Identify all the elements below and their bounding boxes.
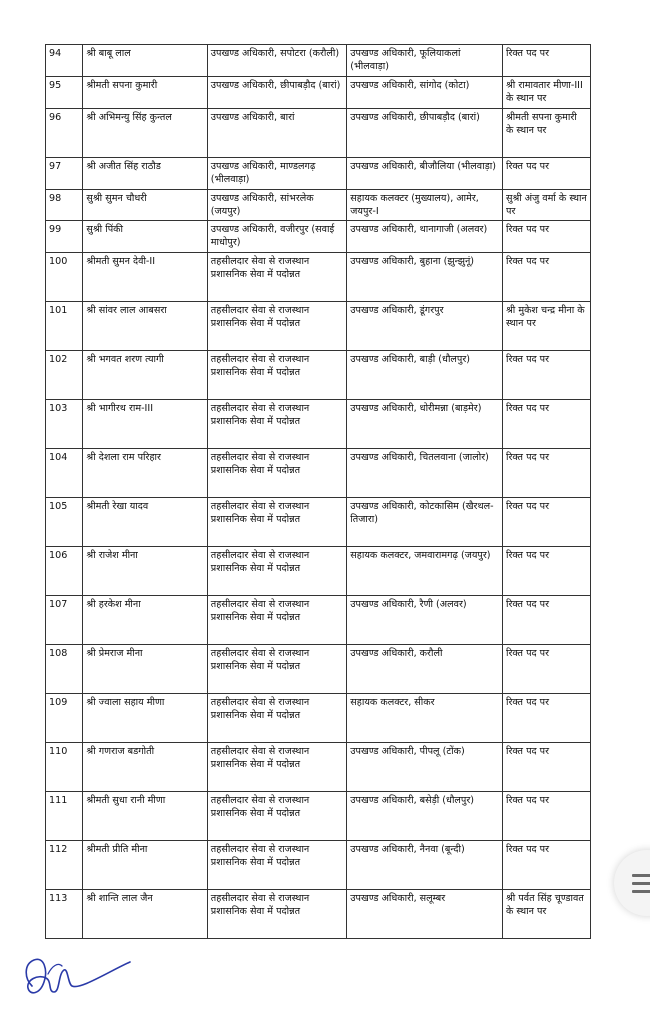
serial-number-cell: 113: [46, 890, 83, 939]
new-posting-cell: उपखण्ड अधिकारी, नैनवा (बून्दी): [347, 841, 503, 890]
new-posting-cell: उपखण्ड अधिकारी, सलूम्बर: [347, 890, 503, 939]
officer-name-cell: श्रीमती सपना कुमारी: [83, 77, 207, 109]
current-posting-cell: उपखण्ड अधिकारी, बारां: [207, 109, 347, 158]
serial-number-cell: 107: [46, 596, 83, 645]
remark-cell: श्री रामावतार मीणा-III के स्थान पर: [503, 77, 591, 109]
remark-cell: श्री पर्वत सिंह चूण्डावत के स्थान पर: [503, 890, 591, 939]
serial-number-cell: 94: [46, 45, 83, 77]
table-row: [46, 694, 591, 743]
remark-cell: रिक्त पद पर: [503, 221, 591, 253]
remark-cell: रिक्त पद पर: [503, 547, 591, 596]
serial-number-cell: 101: [46, 302, 83, 351]
table-row: [46, 302, 591, 351]
officer-name-cell: श्री ज्वाला सहाय मीणा: [83, 694, 207, 743]
table-row: [46, 400, 591, 449]
serial-number-cell: 96: [46, 109, 83, 158]
serial-number-cell: 108: [46, 645, 83, 694]
remark-cell: रिक्त पद पर: [503, 449, 591, 498]
signature-icon: [18, 948, 138, 1008]
current-posting-cell: तहसीलदार सेवा से राजस्थान प्रशासनिक सेवा में पदोन्नत: [207, 743, 347, 792]
current-posting-cell: तहसीलदार सेवा से राजस्थान प्रशासनिक सेवा में पदोन्नत: [207, 596, 347, 645]
remark-cell: रिक्त पद पर: [503, 792, 591, 841]
current-posting-cell: उपखण्ड अधिकारी, छीपाबड़ौद (बारां): [207, 77, 347, 109]
serial-number-cell: 110: [46, 743, 83, 792]
officer-name-cell: श्रीमती सुधा रानी मीणा: [83, 792, 207, 841]
remark-cell: रिक्त पद पर: [503, 498, 591, 547]
remark-cell: सुश्री अंजु वर्मा के स्थान पर: [503, 190, 591, 221]
table-body: [46, 45, 591, 939]
remark-cell: श्री मुकेश चन्द्र मीना के स्थान पर: [503, 302, 591, 351]
current-posting-cell: तहसीलदार सेवा से राजस्थान प्रशासनिक सेवा में पदोन्नत: [207, 694, 347, 743]
table-row: [46, 547, 591, 596]
new-posting-cell: उपखण्ड अधिकारी, रैणी (अलवर): [347, 596, 503, 645]
menu-fab-button[interactable]: [614, 850, 650, 916]
officer-name-cell: सुश्री पिंकी: [83, 221, 207, 253]
remark-cell: रिक्त पद पर: [503, 158, 591, 190]
new-posting-cell: उपखण्ड अधिकारी, कोटकासिम (खैरथल-तिजारा): [347, 498, 503, 547]
table-row: [46, 45, 591, 77]
serial-number-cell: 106: [46, 547, 83, 596]
new-posting-cell: उपखण्ड अधिकारी, थानागाजी (अलवर): [347, 221, 503, 253]
current-posting-cell: उपखण्ड अधिकारी, वजीरपुर (सवाई माधोपुर): [207, 221, 347, 253]
current-posting-cell: उपखण्ड अधिकारी, सपोटरा (करौली): [207, 45, 347, 77]
officer-name-cell: श्रीमती रेखा यादव: [83, 498, 207, 547]
remark-cell: रिक्त पद पर: [503, 400, 591, 449]
new-posting-cell: सहायक कलक्टर, सीकर: [347, 694, 503, 743]
officer-name-cell: श्री राजेश मीना: [83, 547, 207, 596]
table-row: [46, 645, 591, 694]
remark-cell: रिक्त पद पर: [503, 596, 591, 645]
current-posting-cell: तहसीलदार सेवा से राजस्थान प्रशासनिक सेवा में पदोन्नत: [207, 890, 347, 939]
new-posting-cell: उपखण्ड अधिकारी, फूलियाकलां (भीलवाड़ा): [347, 45, 503, 77]
table-row: [46, 253, 591, 302]
officer-name-cell: श्रीमती सुमन देवी-II: [83, 253, 207, 302]
officer-name-cell: श्रीमती प्रीति मीना: [83, 841, 207, 890]
table-row: [46, 221, 591, 253]
serial-number-cell: 105: [46, 498, 83, 547]
table-row: [46, 109, 591, 158]
serial-number-cell: 112: [46, 841, 83, 890]
table-row: [46, 158, 591, 190]
current-posting-cell: तहसीलदार सेवा से राजस्थान प्रशासनिक सेवा में पदोन्नत: [207, 253, 347, 302]
current-posting-cell: उपखण्ड अधिकारी, सांभरलेक (जयपुर): [207, 190, 347, 221]
officer-name-cell: श्री भगवत शरण त्यागी: [83, 351, 207, 400]
new-posting-cell: उपखण्ड अधिकारी, बसेड़ी (धौलपुर): [347, 792, 503, 841]
remark-cell: रिक्त पद पर: [503, 45, 591, 77]
officer-name-cell: श्री प्रेमराज मीना: [83, 645, 207, 694]
serial-number-cell: 111: [46, 792, 83, 841]
remark-cell: रिक्त पद पर: [503, 645, 591, 694]
new-posting-cell: उपखण्ड अधिकारी, चितलवाना (जालोर): [347, 449, 503, 498]
serial-number-cell: 102: [46, 351, 83, 400]
current-posting-cell: तहसीलदार सेवा से राजस्थान प्रशासनिक सेवा में पदोन्नत: [207, 645, 347, 694]
officer-name-cell: श्री अजीत सिंह राठौड: [83, 158, 207, 190]
new-posting-cell: उपखण्ड अधिकारी, बीजौलिया (भीलवाड़ा): [347, 158, 503, 190]
serial-number-cell: 109: [46, 694, 83, 743]
remark-cell: रिक्त पद पर: [503, 841, 591, 890]
current-posting-cell: तहसीलदार सेवा से राजस्थान प्रशासनिक सेवा में पदोन्नत: [207, 302, 347, 351]
officer-name-cell: श्री सांवर लाल आबसरा: [83, 302, 207, 351]
officer-name-cell: श्री हरकेश मीना: [83, 596, 207, 645]
current-posting-cell: तहसीलदार सेवा से राजस्थान प्रशासनिक सेवा में पदोन्नत: [207, 400, 347, 449]
officer-name-cell: सुश्री सुमन चौधरी: [83, 190, 207, 221]
officer-name-cell: श्री भागीरथ राम-III: [83, 400, 207, 449]
remark-cell: रिक्त पद पर: [503, 253, 591, 302]
serial-number-cell: 98: [46, 190, 83, 221]
current-posting-cell: तहसीलदार सेवा से राजस्थान प्रशासनिक सेवा में पदोन्नत: [207, 841, 347, 890]
officer-name-cell: श्री देशला राम परिहार: [83, 449, 207, 498]
serial-number-cell: 103: [46, 400, 83, 449]
remark-cell: रिक्त पद पर: [503, 743, 591, 792]
document-page: [45, 44, 591, 939]
table-row: [46, 596, 591, 645]
table-row: [46, 792, 591, 841]
table-row: [46, 190, 591, 221]
table-row: [46, 77, 591, 109]
serial-number-cell: 95: [46, 77, 83, 109]
serial-number-cell: 104: [46, 449, 83, 498]
transfer-orders-table: [45, 44, 591, 939]
table-row: [46, 449, 591, 498]
current-posting-cell: तहसीलदार सेवा से राजस्थान प्रशासनिक सेवा में पदोन्नत: [207, 351, 347, 400]
serial-number-cell: 99: [46, 221, 83, 253]
new-posting-cell: सहायक कलक्टर (मुख्यालय), आमेर, जयपुर-I: [347, 190, 503, 221]
current-posting-cell: तहसीलदार सेवा से राजस्थान प्रशासनिक सेवा में पदोन्नत: [207, 792, 347, 841]
new-posting-cell: सहायक कलक्टर, जमवारामगढ़ (जयपुर): [347, 547, 503, 596]
current-posting-cell: उपखण्ड अधिकारी, माण्डलगढ़ (भीलवाड़ा): [207, 158, 347, 190]
table-row: [46, 498, 591, 547]
new-posting-cell: उपखण्ड अधिकारी, बुहाना (झुन्झुनूं): [347, 253, 503, 302]
officer-name-cell: श्री शान्ति लाल जैन: [83, 890, 207, 939]
new-posting-cell: उपखण्ड अधिकारी, पीपलू (टोंक): [347, 743, 503, 792]
new-posting-cell: उपखण्ड अधिकारी, सांगोद (कोटा): [347, 77, 503, 109]
new-posting-cell: उपखण्ड अधिकारी, डूंगरपुर: [347, 302, 503, 351]
officer-name-cell: श्री गणराज बडगोती: [83, 743, 207, 792]
current-posting-cell: तहसीलदार सेवा से राजस्थान प्रशासनिक सेवा में पदोन्नत: [207, 449, 347, 498]
menu-icon: [632, 874, 650, 898]
remark-cell: श्रीमती सपना कुमारी के स्थान पर: [503, 109, 591, 158]
officer-name-cell: श्री बाबू लाल: [83, 45, 207, 77]
new-posting-cell: उपखण्ड अधिकारी, छीपाबड़ौद (बारां): [347, 109, 503, 158]
new-posting-cell: उपखण्ड अधिकारी, करौली: [347, 645, 503, 694]
serial-number-cell: 100: [46, 253, 83, 302]
new-posting-cell: उपखण्ड अधिकारी, बाड़ी (धौलपुर): [347, 351, 503, 400]
table-row: [46, 890, 591, 939]
table-row: [46, 351, 591, 400]
table-row: [46, 841, 591, 890]
new-posting-cell: उपखण्ड अधिकारी, धोरीमन्ना (बाड़मेर): [347, 400, 503, 449]
current-posting-cell: तहसीलदार सेवा से राजस्थान प्रशासनिक सेवा में पदोन्नत: [207, 498, 347, 547]
current-posting-cell: तहसीलदार सेवा से राजस्थान प्रशासनिक सेवा में पदोन्नत: [207, 547, 347, 596]
remark-cell: रिक्त पद पर: [503, 351, 591, 400]
remark-cell: रिक्त पद पर: [503, 694, 591, 743]
officer-name-cell: श्री अभिमन्यु सिंह कुन्तल: [83, 109, 207, 158]
table-row: [46, 743, 591, 792]
serial-number-cell: 97: [46, 158, 83, 190]
